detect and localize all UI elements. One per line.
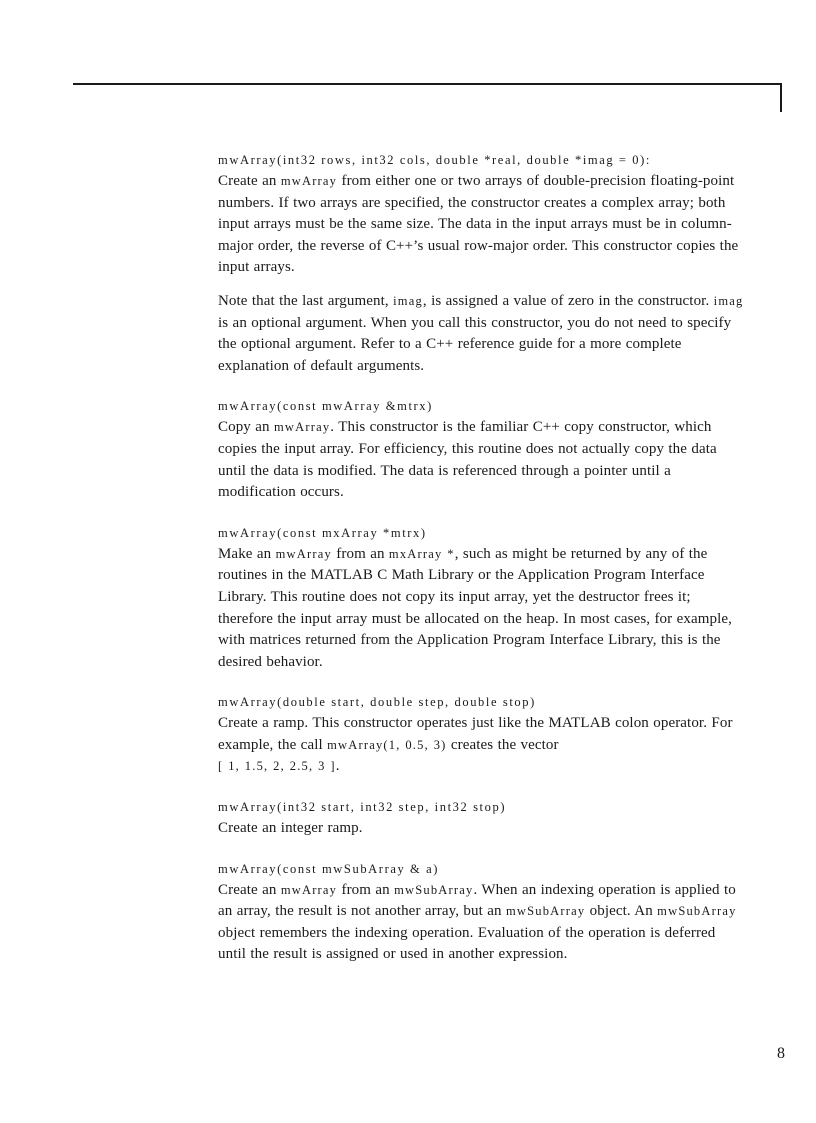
text-run: . This constructor is the familiar C++ copy constructor, which copies the input array. For efficiency, this routine does not actually copy the data until the data is modified. The data is referenced through a pointer until a modification occurs. (218, 419, 717, 501)
constructor-signature: mwArray(const mwSubArray & a) (218, 861, 440, 876)
inline-code: mwSubArray (505, 904, 586, 919)
text-run: , such as might be returned by any of the routines in the MATLAB C Math Library or the Application Program Interface Library. This routine does not copy its input array, yet the destructor frees it; therefore the input array must be allocated on the heap. In most cases, for example, with matrices returned from the Application Program Interface Library, this is the desired behavior. (218, 545, 732, 670)
text-run: Create an integer ramp. (218, 820, 363, 837)
text-run: , is assigned a value of zero in the constructor. (422, 292, 714, 309)
entry-spacer (218, 377, 744, 396)
inline-code: mwSubArray (657, 904, 737, 919)
inline-code: imag (393, 293, 423, 308)
inline-code: mxArray * (388, 546, 455, 561)
text-run: Create a ramp. This constructor operates just like the MATLAB colon operator. For example, the call (218, 715, 733, 753)
entry-spacer (218, 840, 744, 859)
text-run: object. An (585, 903, 658, 920)
description-paragraph (218, 713, 744, 778)
constructor-entry (218, 797, 744, 840)
text-run: Copy an (218, 419, 274, 436)
text-run: . When an indexing operation is applied to an array, the result is not another array, but an (218, 881, 736, 920)
inline-code: mwArray (280, 174, 338, 188)
text-run: object remembers the indexing operation. Evaluation of the operation is deferred until the result is assigned or used in another expression. (218, 924, 716, 963)
header-corner-tick (780, 83, 782, 112)
constructor-entry (218, 523, 744, 674)
entry-spacer (218, 673, 744, 692)
text-run: Make an (218, 545, 276, 562)
text-run: from an (331, 545, 389, 562)
constructor-signature: mwArray(const mwArray &mtrx) (218, 399, 433, 414)
text-run: creates the vector (446, 736, 559, 753)
constructor-list (218, 150, 744, 966)
page-number: 8 (777, 1045, 785, 1062)
text-run: from an (337, 881, 395, 898)
text-run: is an optional argument. When you call this constructor, you do not need to specify the optional argument. Refer to a C++ reference guide for a more complete explanation of default arguments. (218, 314, 732, 374)
inline-code: mwArray (275, 546, 332, 561)
constructor-signature: mwArray(double start, double step, double stop) (218, 695, 536, 710)
constructor-signature: mwArray(const mxArray *mtrx) (218, 525, 427, 540)
header-rule (73, 83, 782, 85)
description-paragraph (218, 818, 744, 840)
inline-code: mwArray(1, 0.5, 3) (327, 737, 447, 752)
inline-code: imag (713, 293, 744, 308)
text-run: Create an (218, 881, 281, 898)
description-paragraph (218, 171, 744, 279)
text-run: Create an (218, 173, 281, 189)
constructor-entry (218, 859, 744, 966)
inline-code: mwArray (273, 420, 331, 435)
text-run: . (335, 758, 340, 775)
description-paragraph (218, 880, 744, 966)
constructor-entry (218, 396, 744, 503)
constructor-entry (218, 150, 744, 377)
constructor-signature: mwArray(int32 start, int32 step, int32 stop) (218, 800, 507, 815)
inline-code: mwSubArray (394, 882, 474, 897)
description-paragraph (218, 544, 744, 674)
text-run: Note that the last argument, (218, 292, 394, 309)
description-paragraph (218, 291, 744, 377)
entry-spacer (218, 504, 744, 523)
paragraph-spacer (218, 279, 744, 291)
inline-code: mwArray (280, 882, 338, 897)
constructor-entry (218, 692, 744, 778)
text-run: from either one or two arrays of double-precision floating-point numbers. If two arrays are specified, the constructor creates a complex array; both input arrays must be the same size. The data in the input arrays must be in column-major order, the reverse of C++’s usual row-major order. This constructor copies the input arrays. (218, 173, 739, 276)
inline-code: [ 1, 1.5, 2, 2.5, 3 ] (218, 759, 336, 774)
entry-spacer (218, 778, 744, 797)
description-paragraph (218, 417, 744, 503)
constructor-signature: mwArray(int32 rows, int32 cols, double *real, double *imag = 0): (218, 153, 651, 167)
